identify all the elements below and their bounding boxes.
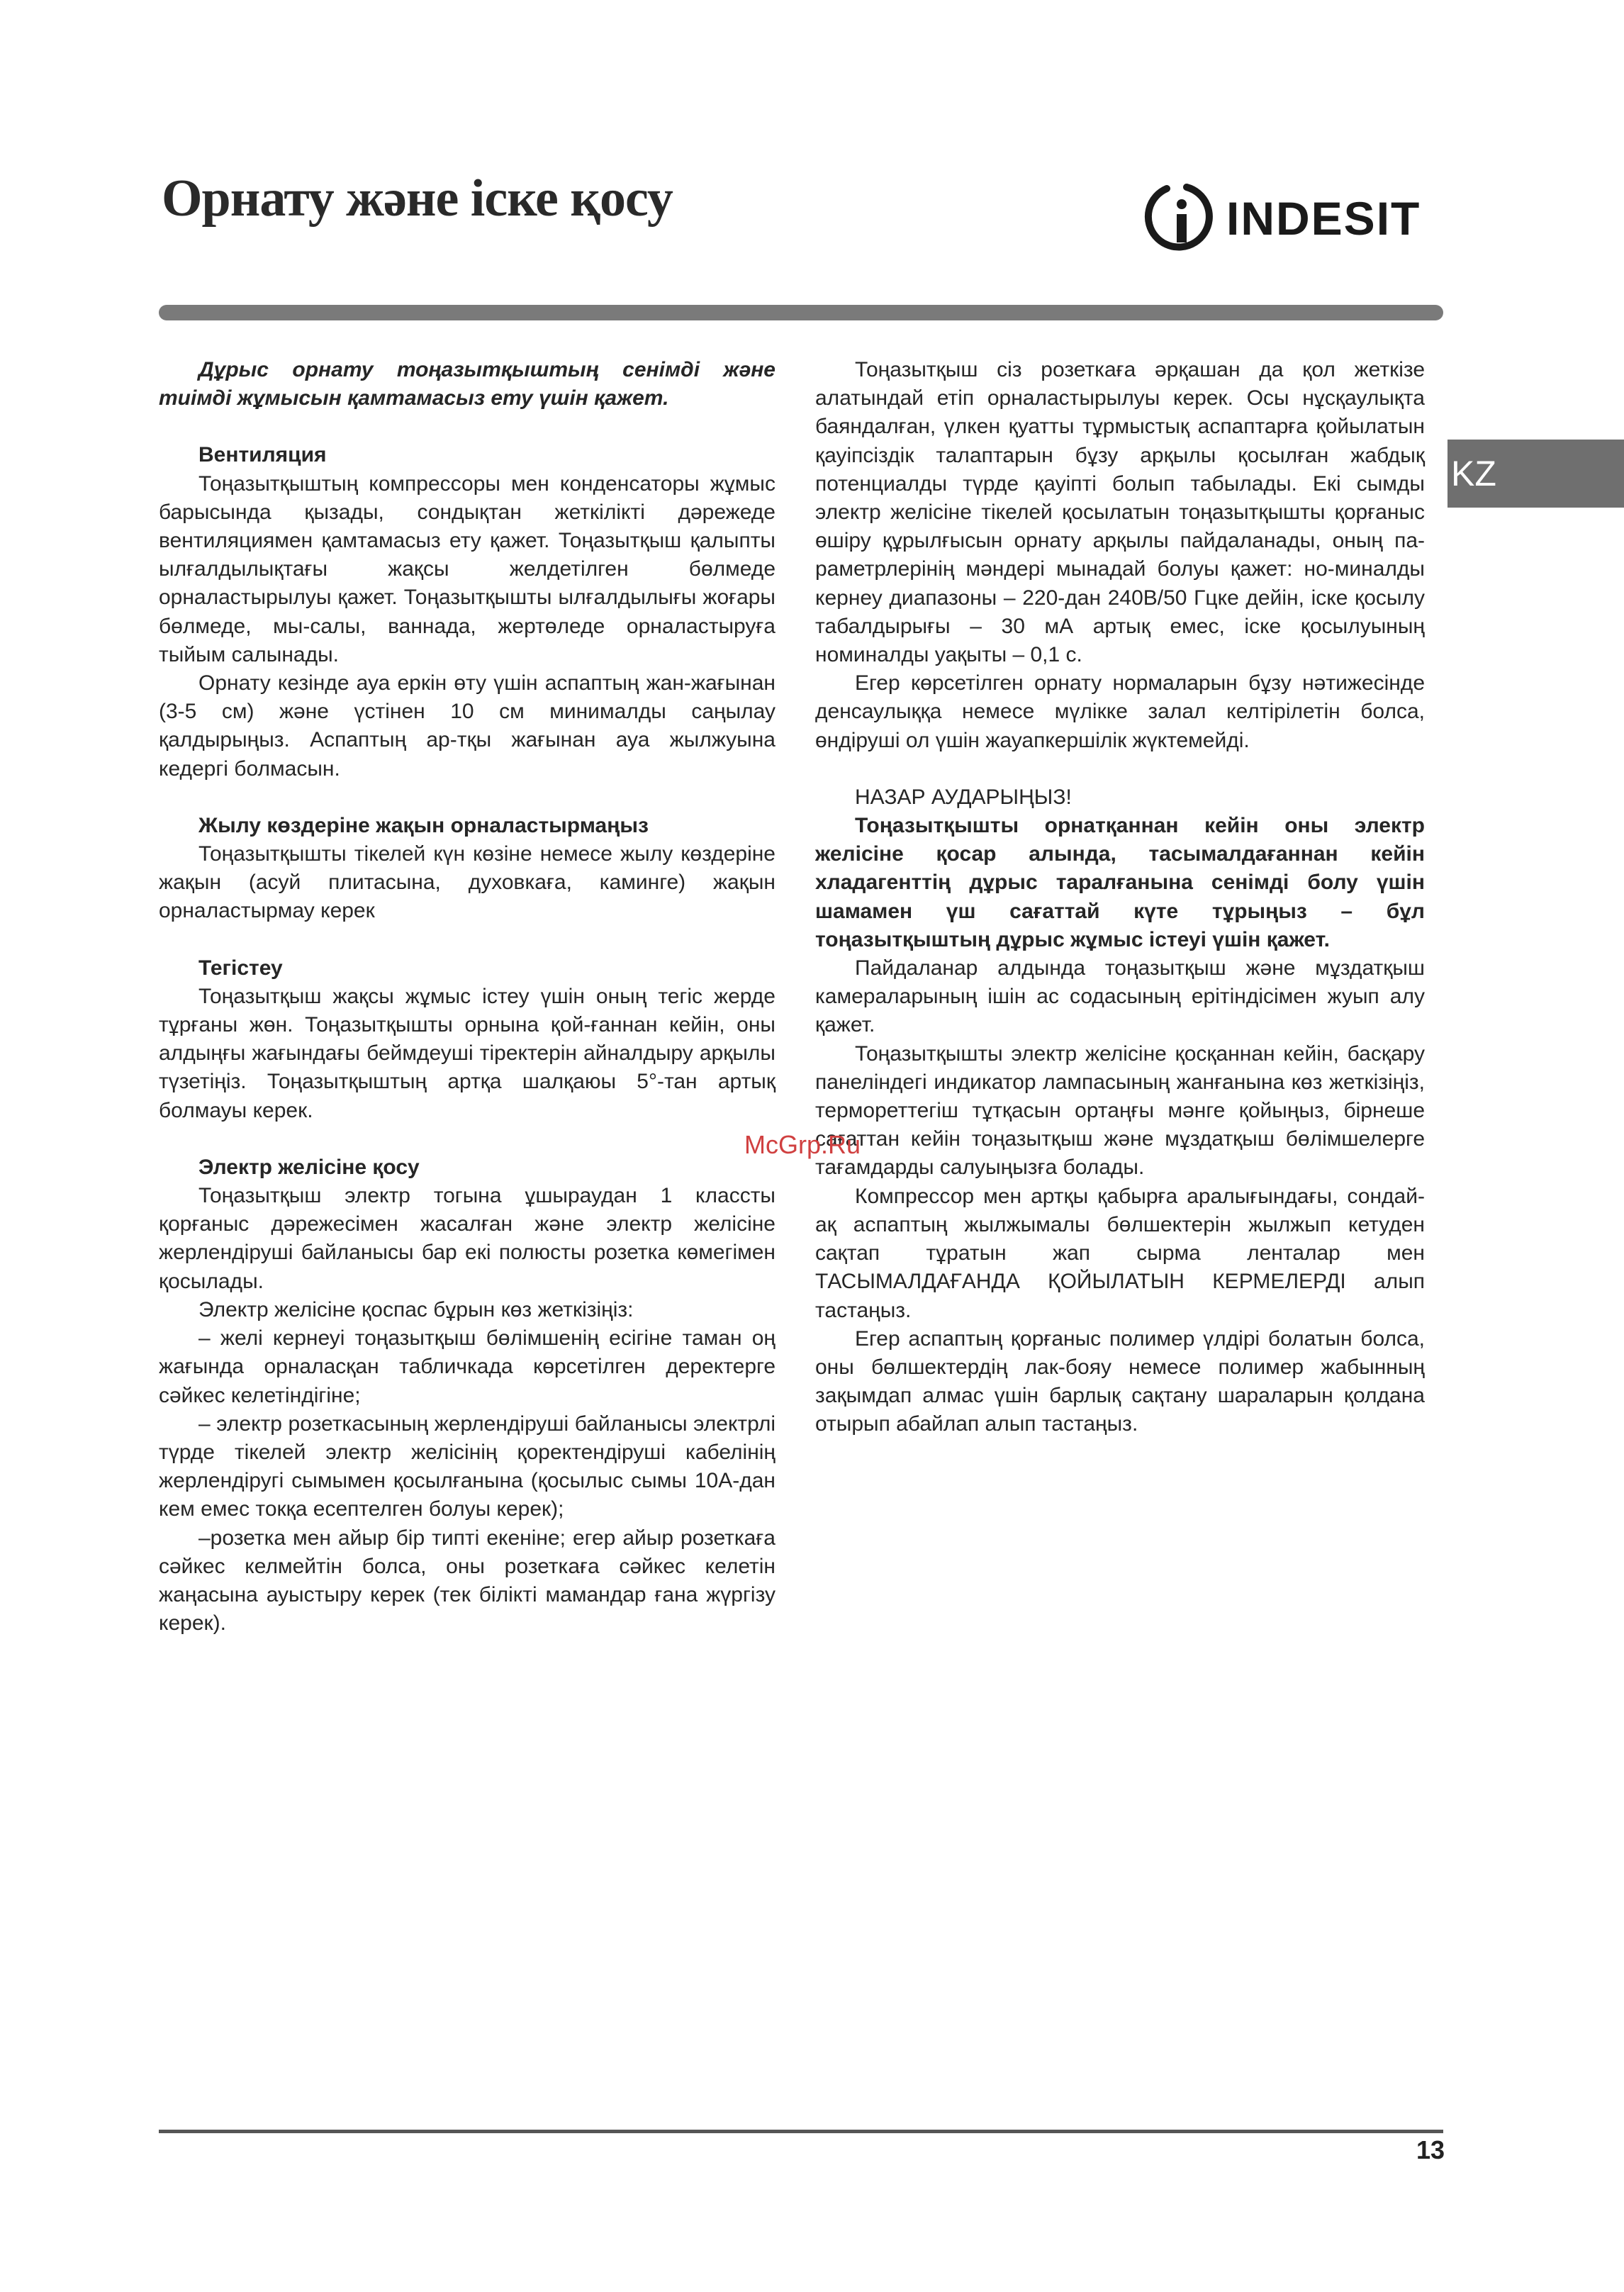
- footer-divider: [159, 2130, 1443, 2133]
- watermark: McGrp.Ru: [744, 1130, 861, 1159]
- ventilation-heading: Вентиляция: [198, 443, 327, 467]
- brand-name: INDESIT: [1226, 192, 1421, 245]
- startup-paragraph: Тоңазытқышты электр желісіне қосқаннан кейін, басқару панеліндегі индикатор лампасының жанғанына көз жеткізіңіз, термореттегіш тұтқасын ортаңғы мәнге қойыңыз, бірнеше сағаттан кейін тоңазытқыш және мұздатқыш бөлімшелерге тағамдарды салуыңызға болады.: [815, 1041, 1425, 1180]
- electric-paragraph-3: – желі кернеуі тоңазытқыш бөлімшенің есігіне таман оң жағында орналасқан табличкада көрсетілген деректерге сәйкес келетіндігіне;: [159, 1326, 775, 1407]
- language-tab: KZ: [1447, 440, 1624, 508]
- attention-heading: НАЗАР АУДАРЫҢЫЗ!: [855, 785, 1072, 809]
- electric-heading: Электр желісіне қосу: [198, 1155, 420, 1179]
- transport-parts-paragraph: Компрессор мен артқы қабырға аралығындағы, сондай-ақ аспаптың жылжымалы бөлшектерін жылжып кетуден сақтап тұратын жап сырма ленталар мен ТАСЫМАЛДАҒАНДА ҚОЙЫЛАТЫН КЕРМЕЛЕРДІ алып тастаңыз.: [815, 1184, 1425, 1322]
- electric-paragraph-1: Тоңазытқыш электр тогына ұшыраудан 1 классты қорғаныс дәрежесімен жасалған және электр желісіне жерлендіруші байланысы бар екі полюсты розетка көмегімен қосылады.: [159, 1184, 775, 1293]
- electric-paragraph-4: – электр розеткасының жерлендіруші байланысы электрлі түрде тікелей электр желісінің қоректендіруші кабелінің жерлендіругі сымымен қосылғанына (қосылыс сымы 10А-дан кем емес токқа есептелген болуы керек);: [159, 1411, 775, 1521]
- intro-paragraph: Дұрыс орнату тоңазытқыштың сенімді және тиімді жұмысын қамтамасыз ету үшін қажет.: [159, 358, 775, 410]
- protective-film-paragraph: Егер аспаптың қорғаныс полимер үлдірі болатын болса, оны бөлшектердің лак-бояу немесе полимер жабынның зақымдап алмас үшін барлық сақтану шараларын қолдана отырып абайлап алып тастаңыз.: [815, 1326, 1425, 1436]
- page-title: Орнату және іске қосу: [162, 169, 673, 228]
- leveling-paragraph: Тоңазытқыш жақсы жұмыс істеу үшін оның тегіс жерде тұрғаны жөн. Тоңазытқышты орнына қой-ғаннан кейін, оны алдыңғы жағындағы беймдеуші тіректерін айналдыру арқылы түзетіңіз. Тоңазытқыштың артқа шалқаюы 5°-тан артық болмауы керек.: [159, 984, 775, 1122]
- heat-sources-heading: Жылу көздеріне жақын орналастырмаңыз: [198, 813, 649, 837]
- right-column: [815, 356, 1425, 1439]
- left-column: [159, 356, 775, 1638]
- indesit-logo-icon: [1143, 179, 1221, 257]
- ventilation-paragraph-1: Тоңазытқыштың компрессоры мен конденсаторы жұмыс барысында қызады, сондықтан жеткілікті дәрежеде вентиляциямен қамтамасыз ету қажет. Тоңазытқыш қалыпты ылғалдылықтағы жақсы желдетілген бөлмеде орналастырылуы қажет. Тоңазытқышты ылғалдылығы жоғары бөлмеде, мы-салы, ваннада, жертөледе орналастыруға тыйым салынады.: [159, 471, 775, 666]
- page-number: 13: [1416, 2135, 1445, 2164]
- header-divider: [159, 305, 1443, 320]
- attention-paragraph: Тоңазытқышты орнатқаннан кейін оны электр желісіне қосар алында, тасымалдағаннан кейін хладагенттің дұрыс таралғанына сенімді болу үшін шамамен үш сағаттай күте тұрыңыз – бұл тоңазытқыштың дұрыс жұмыс істеуі үшін қажет.: [815, 814, 1425, 951]
- ventilation-paragraph-2: Орнату кезінде ауа еркін өту үшін аспаптың жан-жағынан (3-5 см) және үстінен 10 см минималды саңылау қалдырыңыз. Аспаптың ар-тқы жағынан ауа жылжуына кедергі болмасын.: [159, 671, 775, 781]
- brand-logo: [1143, 179, 1426, 257]
- leveling-heading: Тегістеу: [198, 956, 283, 980]
- heat-sources-paragraph: Тоңазытқышты тікелей күн көзіне немесе жылу көздеріне жақын (асуй плитасына, духовкаға, каминге) жақын орналастырмау керек: [159, 842, 775, 923]
- electric-paragraph-2: Электр желісіне қоспас бұрын көз жеткізіңіз:: [198, 1297, 634, 1321]
- cleaning-paragraph: Пайдаланар алдында тоңазытқыш және мұздатқыш камераларының ішін ас содасының ерітіндісімен жуып алу қажет.: [815, 956, 1425, 1037]
- socket-paragraph: Тоңазытқыш сіз розеткаға әрқашан да қол жеткізе алатындай етіп орналастырылуы керек. Осы нұсқаулықта баяндалған, үлкен қуатты тұрмыстық аспаптарға қойылатын қауіпсіздік талаптарын бұзу арқылы қосылған жабдық потенциалды түрде қауіпті болып табылады. Екі сымды электр желісіне тікелей қосылатын тоңазытқышты қорғаныс өшіру құрылғысын орнату арқылы пайдаланады, оның па-раметрлерінің мәндері мынадай болуы қажет: но-миналды кернеу диапазоны – 220-дан 240В/50 Гцке дейін, іске қосылу табалдырығы – 30 мА артық емес, іске қосылуының номиналды уақыты – 0,1 с.: [815, 358, 1425, 667]
- electric-paragraph-5: –розетка мен айыр бір типті екеніне; егер айыр розеткаға сәйкес келмейтін болса, оны розеткаға сәйкес келетін жаңасына ауыстыру керек (тек білікті мамандар ғана жүргізу керек).: [159, 1526, 775, 1636]
- liability-paragraph: Егер көрсетілген орнату нормаларын бұзу нәтижесінде денсаулыққа немесе мүлікке залал келтірілетін болса, өндіруші ол үшін жауапкершілік жүктемейді.: [815, 671, 1425, 752]
